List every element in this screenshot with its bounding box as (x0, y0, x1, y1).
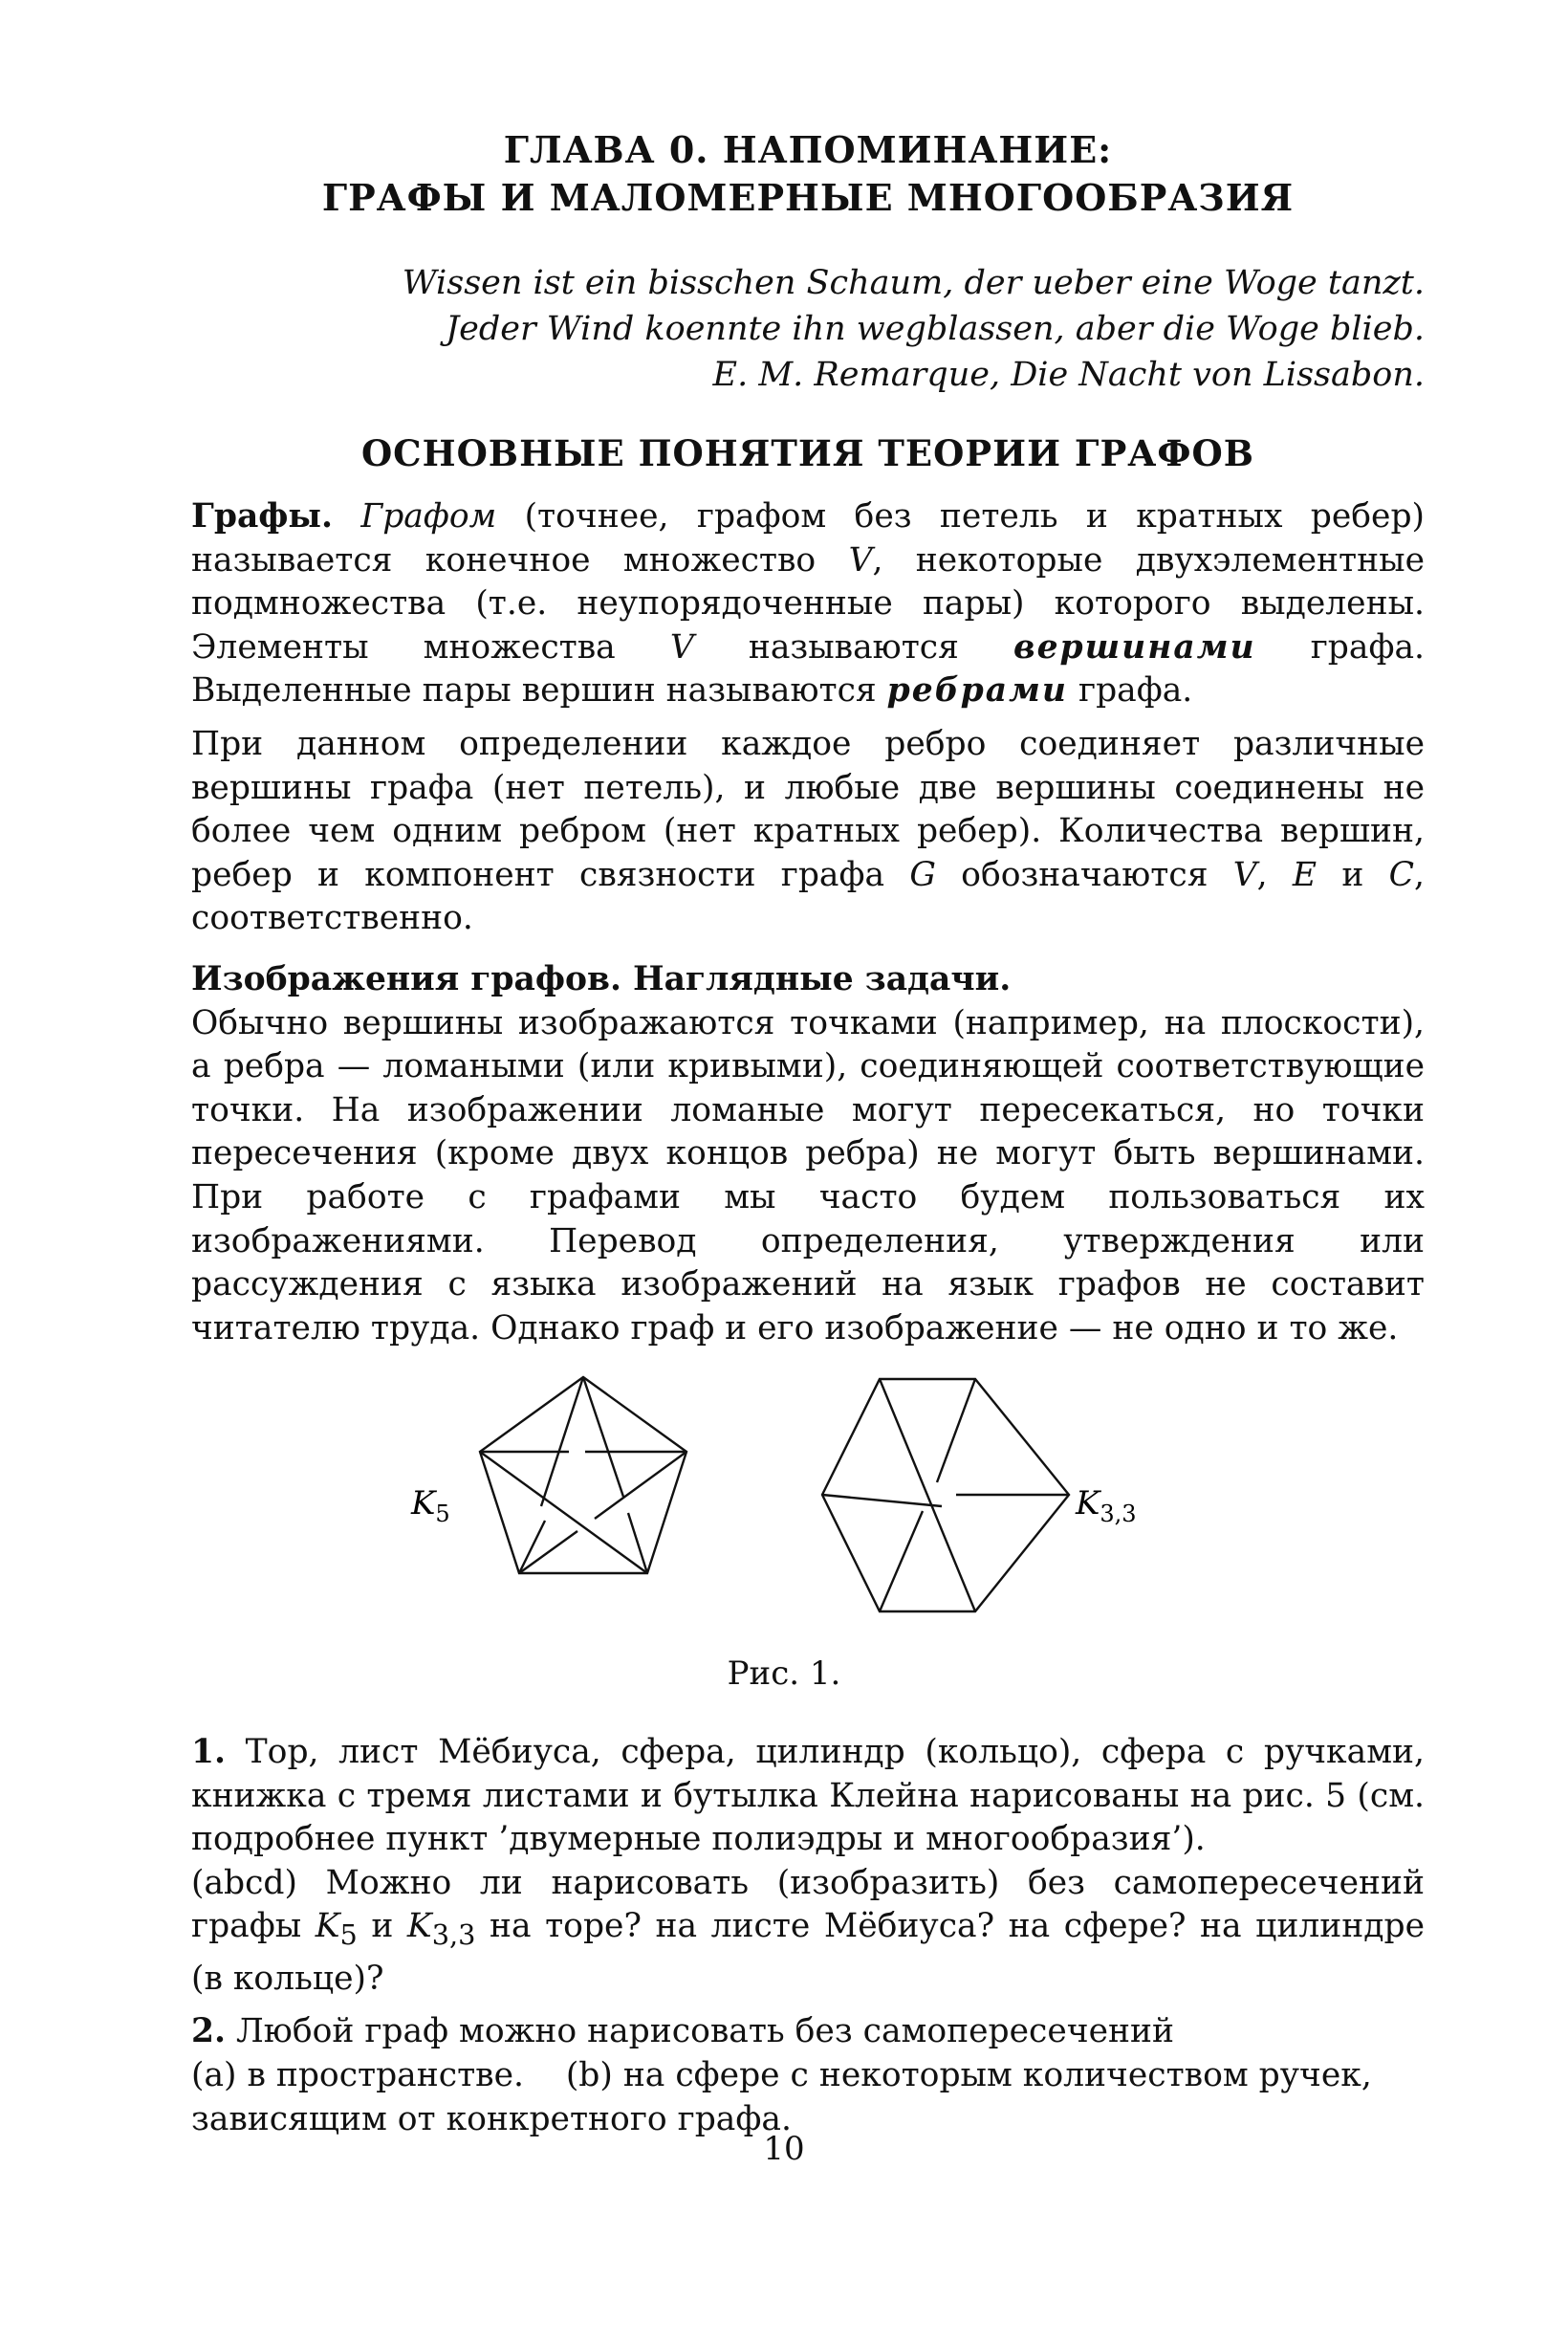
problem-1-question (191, 1862, 1425, 2002)
k5-diagonal (519, 1531, 577, 1573)
paragraph-images: Обычно вершины изображаются точками (например, на плоскости), а ребра — ломаными (или кривыми), соединяющей соответствующие точки. На изображении ломаные могут пересекаться, но точки пересечения (кроме двух концов ребра) не могут быть вершинами. При работе с графами мы часто будем пользоваться их изображениями. Перевод определения, утверждения или рассуждения с языка изображений на язык графов не составит читателю труда. Однако граф и его изображение — не одно и то же. (191, 1003, 1425, 1347)
problem-2-options (191, 2054, 1425, 2098)
text-run: графа. (1068, 671, 1193, 711)
math-v: V (1232, 855, 1257, 894)
text-run: графа. Выделенные пары вершин называются (191, 627, 1425, 711)
term-edges: ребрами (886, 671, 1069, 711)
figure-graphs (382, 1358, 1186, 1635)
k5-label: $K_5$ (411, 1484, 450, 1527)
text-run: обозначаются (935, 855, 1233, 894)
math-k: K (315, 1907, 340, 1946)
k33-label: $K_{3,3}$ (1076, 1484, 1137, 1527)
body-text-bottom (191, 1731, 1425, 2151)
chapter-title-line2: ГРАФЫ И МАЛОМЕРНЫЕ МНОГООБРАЗИЯ (321, 176, 1295, 219)
text-run: , (1256, 855, 1293, 894)
math-v: V (669, 627, 694, 667)
k5-diagonal (628, 1513, 647, 1573)
section-title: ОСНОВНЫЕ ПОНЯТИЯ ТЕОРИИ ГРАФОВ (360, 432, 1255, 474)
paragraph-graphs (191, 495, 1425, 713)
chapter-title-line1: ГЛАВА 0. НАПОМИНАНИЕ: (503, 128, 1113, 171)
epigraph-line1: Wissen ist ein bisschen Schaum, der ueber eine Woge tanzt. (402, 264, 1425, 302)
figure-caption: Рис. 1. (727, 1654, 841, 1693)
k5-diagonal (480, 1452, 647, 1573)
epigraph-line3: E. M. Remarque, Die Nacht von Lissabon. (712, 356, 1425, 394)
text-run: Любой граф можно нарисовать без самопересечений (226, 2012, 1174, 2051)
k33-edge (880, 1511, 923, 1611)
problem-2 (191, 2010, 1425, 2054)
problem-1 (191, 1731, 1425, 1862)
k5-graph (480, 1377, 686, 1573)
epigraph (403, 260, 1425, 398)
paragraph-definition (191, 723, 1425, 941)
text-run: (abcd) Можно ли нарисовать (изобразить) без самопересечений графы (191, 1863, 1425, 1946)
problem-2-b: (b) на сфере с некоторым количеством ручек, (565, 2056, 1372, 2095)
text-run: на торе? на листе Мёбиуса? на сфере? на цилиндре (в кольце)? (191, 1907, 1425, 1998)
epigraph-line2: Jeder Wind koennte ihn wegblassen, aber die Woge blieb. (446, 310, 1425, 348)
math-e: E (1292, 855, 1318, 894)
chapter-title (191, 126, 1425, 222)
text-run: , соответственно. (191, 855, 1426, 938)
term-graph: Графом (360, 497, 497, 536)
problem-2-continuation: зависящим от конкретного графа. (191, 2099, 792, 2138)
math-g: G (909, 855, 936, 894)
text-run: , некоторые двухэлементные подмножества (т.е. неупорядоченные пары) которого выделены. Элементы множества (191, 540, 1425, 667)
images-heading: Изображения графов. Наглядные задачи. (191, 959, 1012, 998)
text-run: называются (693, 627, 1013, 667)
math-v: V (848, 540, 873, 580)
body-text-top (191, 495, 1425, 1360)
k5-diagonal (595, 1452, 686, 1519)
term-vertices: вершинами (1013, 627, 1256, 667)
k33-graph (822, 1379, 1069, 1611)
problem-2-a: (a) в пространстве. (191, 2056, 524, 2095)
math-c: C (1388, 855, 1415, 894)
k33-edge (937, 1379, 975, 1482)
math-sub: 5 (339, 1918, 358, 1952)
math-sub: 3,3 (431, 1918, 476, 1952)
math-k: K (406, 1907, 432, 1946)
graphs-heading: Графы. (191, 497, 334, 536)
text-run: Тор, лист Мёбиуса, сфера, цилиндр (кольцо), сфера с ручками, книжка с тремя листами и бутылка Клейна нарисованы на рис. 5 (см. подробнее пункт ’двумерные полиэдры и многообразия’). (191, 1733, 1425, 1859)
problem-2-number: 2. (191, 2012, 227, 2051)
k33-edge (822, 1495, 942, 1506)
k5-diagonal (541, 1377, 583, 1506)
k5-diagonal (583, 1377, 623, 1497)
k5-diagonal (519, 1521, 545, 1573)
text-run: При данном определении каждое ребро соединяет различные вершины графа (нет петель), и любые две вершины соединены не более чем одним ребром (нет кратных ребер). Количества вершин, ребер и компонент связности графа (191, 724, 1425, 894)
text-run: (точнее, графом без петель и кратных ребер) называется конечное множество (191, 497, 1425, 580)
text-run: и (1317, 855, 1389, 894)
problem-1-number: 1. (191, 1733, 227, 1771)
page-number: 10 (763, 2130, 805, 2168)
text-run: и (357, 1907, 407, 1946)
